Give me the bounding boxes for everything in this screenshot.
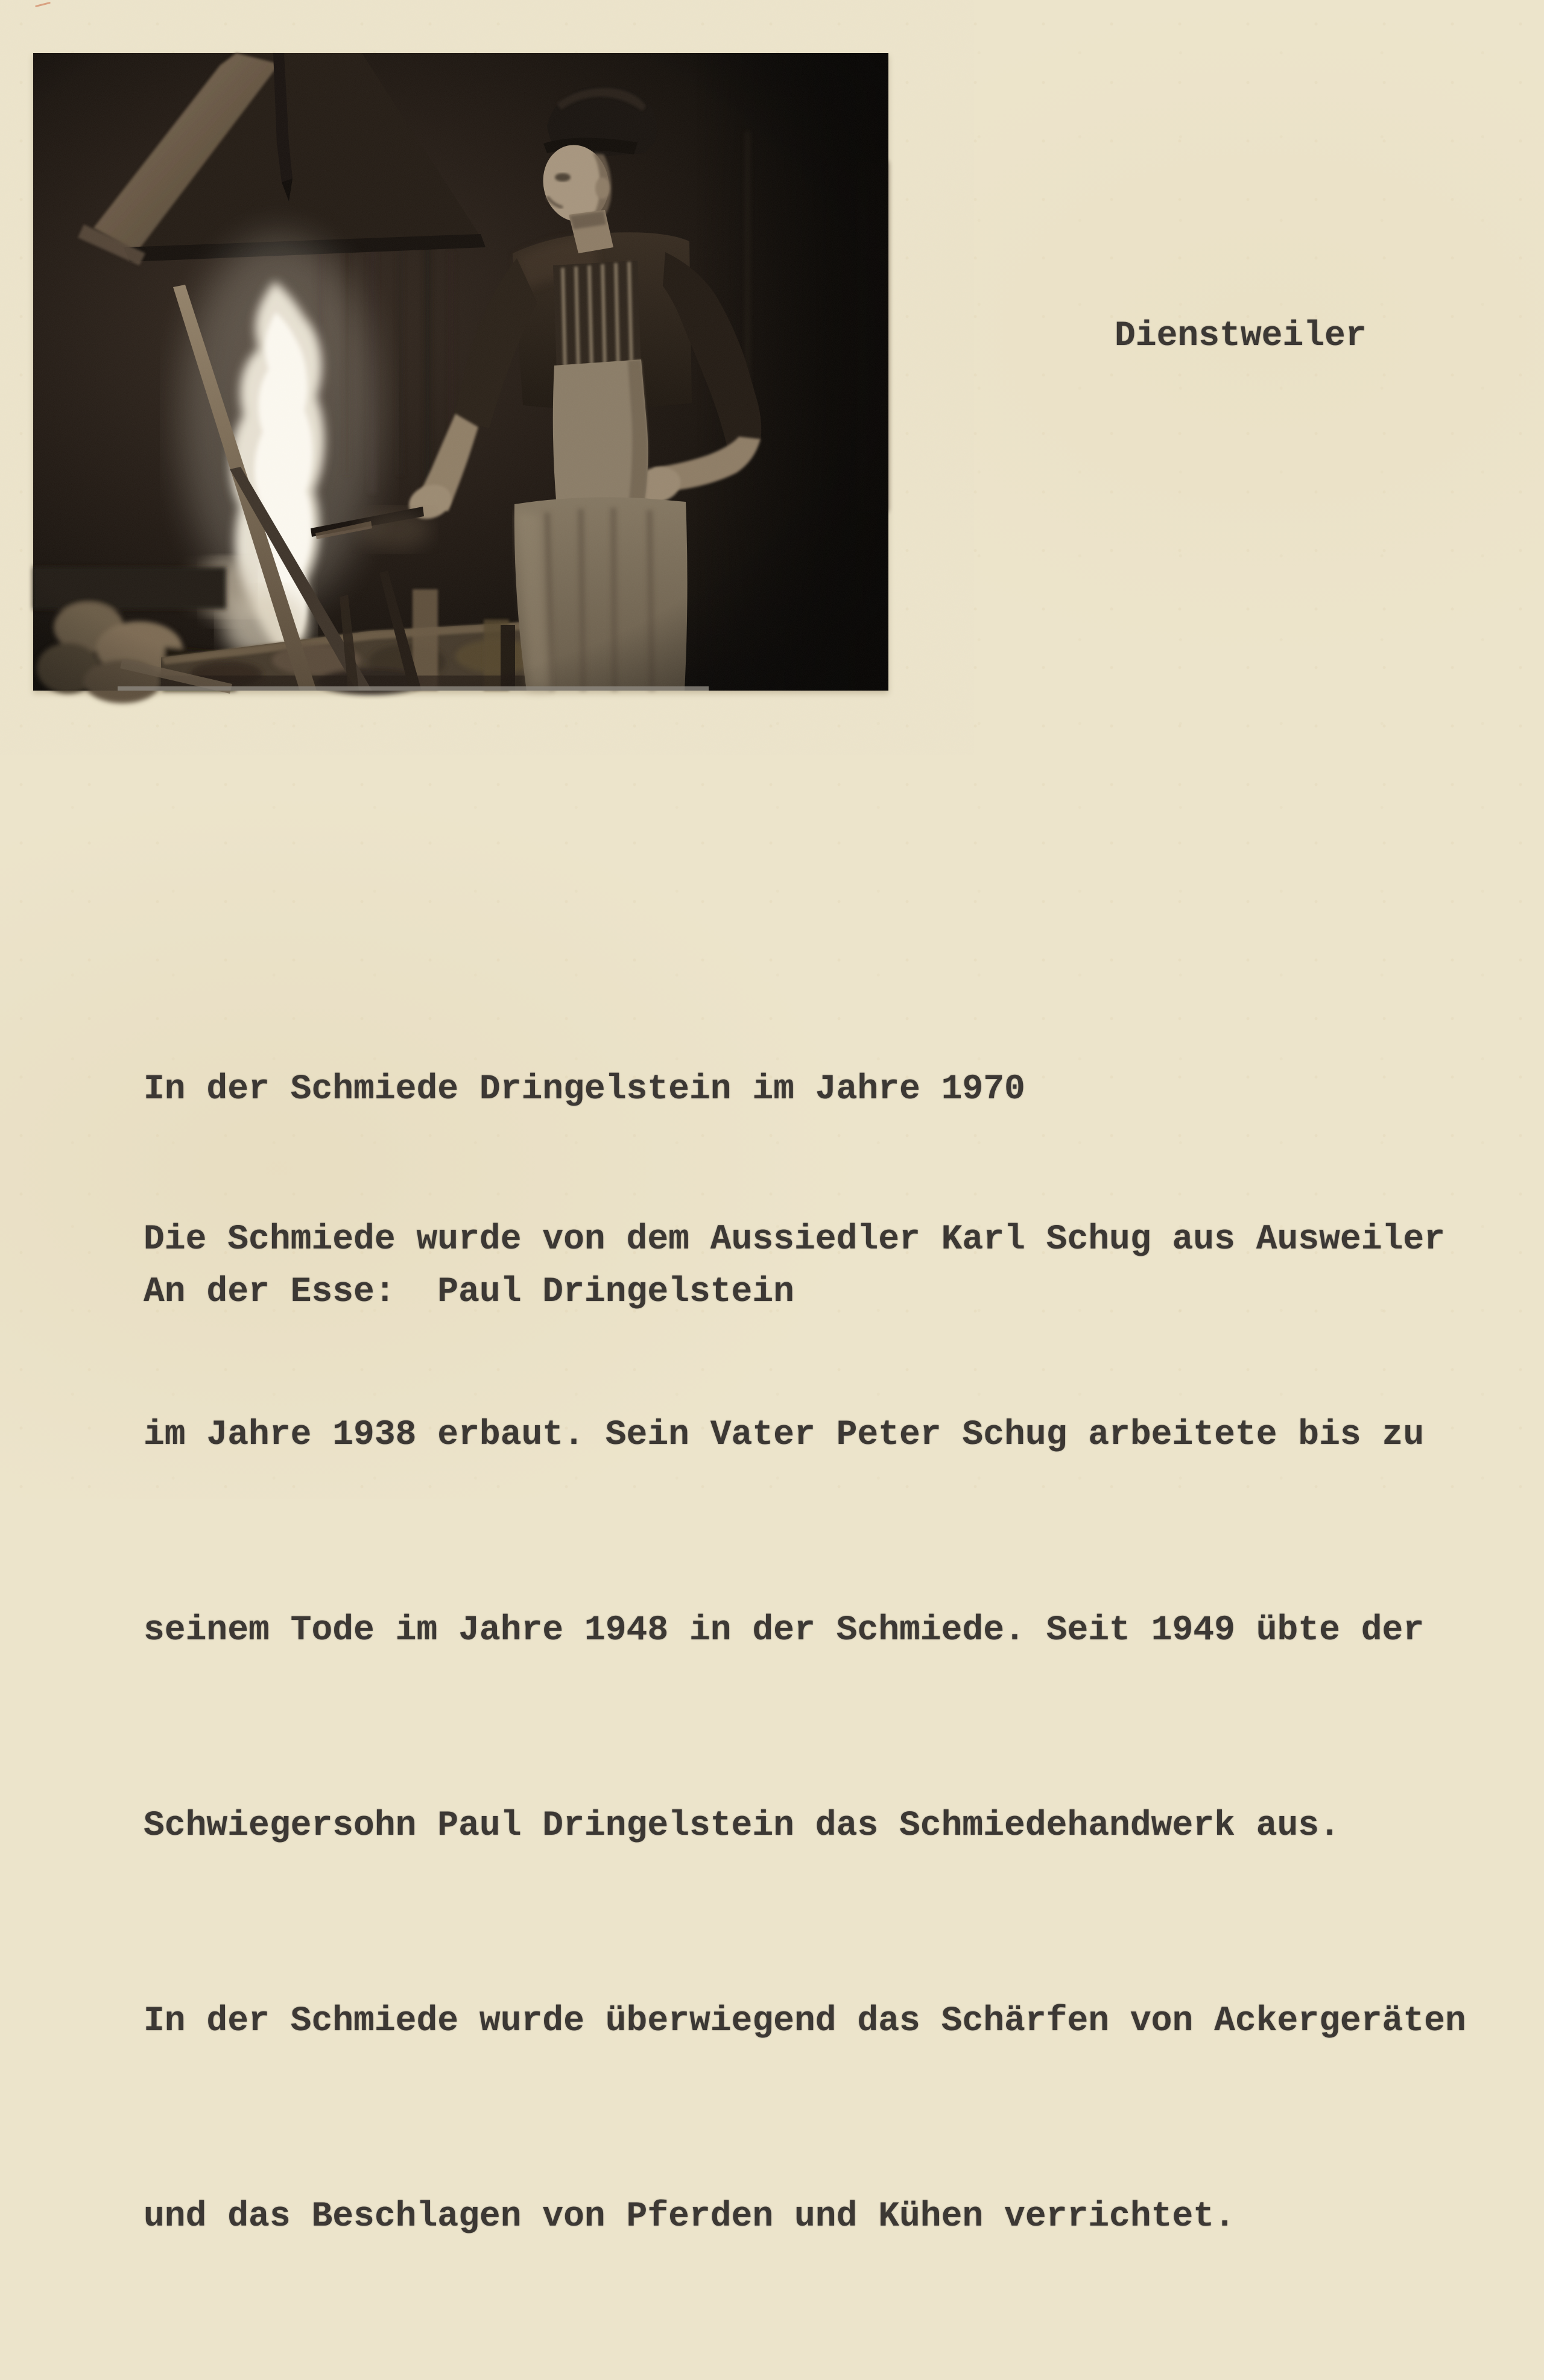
caption-line: In der Schmiede Dringelstein im Jahre 1970 [144,1070,1025,1109]
body-line: In der Schmiede wurde überwiegend das Schärfen von Ackergeräten [144,2002,1466,2041]
body-line: im Jahre 1938 erbaut. Sein Vater Peter Schug arbeitete bis zu [144,1416,1425,1455]
photo-blacksmith-at-forge [33,53,888,691]
location-label: Dienstweiler [1115,317,1367,356]
photo-illustration [33,53,888,691]
body-line: Schwiegersohn Paul Dringelstein das Schmiedehandwerk aus. [144,1806,1340,1846]
body-line: und das Beschlagen von Pferden und Kühen verrichtet. [144,2197,1235,2236]
photo-edge [118,686,709,691]
body-line: seinem Tode im Jahre 1948 in der Schmiede. Seit 1949 übte der [144,1611,1425,1650]
caption-line: An der Esse: Paul Dringelstein [144,1273,794,1312]
body-paragraph [144,1077,1466,2380]
body-line: Die Schmiede wurde von dem Aussiedler Karl Schug aus Ausweiler [144,1220,1445,1259]
film-grain [33,53,888,691]
paper-fleck [35,2,51,7]
